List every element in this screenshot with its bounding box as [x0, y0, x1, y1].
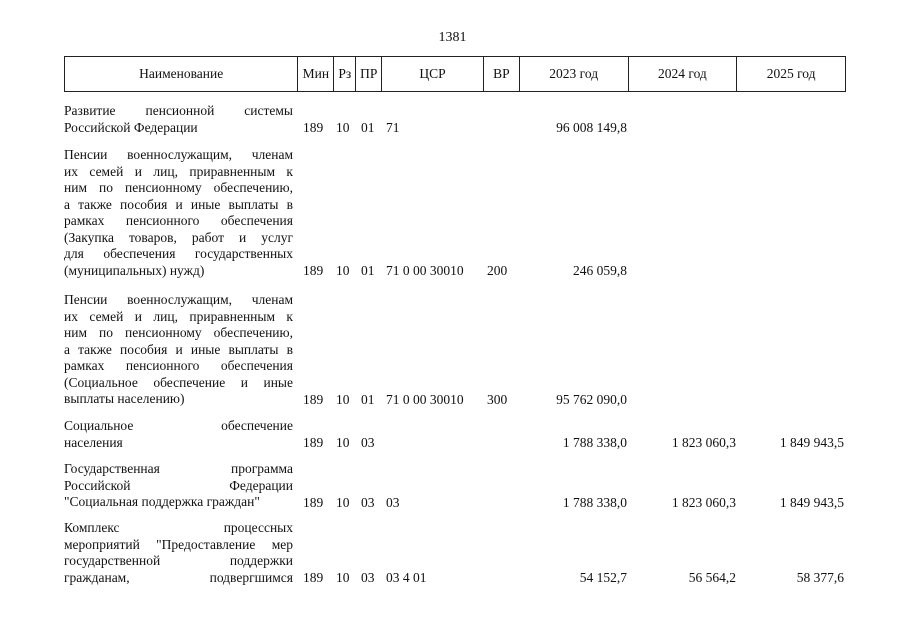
row-name-line: их семей и лиц, приравненным к: [64, 163, 293, 179]
cell-rz: 10: [336, 119, 350, 135]
row-name-line: ним по пенсионному обеспечению,: [64, 325, 293, 340]
row-name-line: (муниципальных) нужд): [64, 262, 205, 278]
cell-csr: 03 4 01: [386, 569, 427, 585]
cell-pr: 01: [361, 262, 375, 278]
row-name-line: населения: [64, 434, 123, 450]
table-row: [64, 418, 846, 451]
row-name-line: рамках пенсионного обеспечения: [64, 358, 293, 373]
cell-csr: 03: [386, 494, 400, 510]
cell-2024: 56 564,2: [688, 569, 736, 585]
row-name-line: "Социальная поддержка граждан": [64, 494, 260, 509]
row-name: [64, 418, 293, 451]
cell-2023: 1 788 338,0: [562, 494, 627, 510]
cell-rz: 10: [336, 391, 350, 407]
row-name-line: выплаты населению): [64, 391, 185, 406]
row-name-line: Российской Федерации: [64, 119, 198, 135]
row-name: [64, 147, 293, 279]
table-row: [64, 461, 846, 511]
cell-vr: 200: [487, 262, 508, 278]
row-name-line: Российской Федерации: [64, 477, 293, 493]
row-name-line: Пенсии военнослужащим, членам: [64, 147, 293, 162]
table-row: [64, 292, 846, 408]
header-rz: Рз: [333, 57, 355, 91]
cell-2024: 1 823 060,3: [671, 494, 736, 510]
cell-pr: 03: [361, 434, 375, 450]
cell-2024: 1 823 060,3: [671, 434, 736, 450]
cell-2023: 95 762 090,0: [556, 391, 627, 407]
row-name-line: государственной поддержки: [64, 553, 293, 568]
cell-min: 189: [303, 434, 324, 450]
cell-pr: 01: [361, 119, 375, 135]
row-name-line: Социальное обеспечение: [64, 418, 293, 433]
row-name: [64, 520, 293, 586]
table-row: [64, 147, 846, 279]
row-name-line: рамках пенсионного обеспечения: [64, 213, 293, 228]
header-2023: 2023 год: [519, 57, 628, 91]
row-name: [64, 292, 293, 408]
cell-csr: 71: [386, 119, 400, 135]
header-vr: ВР: [483, 57, 519, 91]
row-name-line: Развитие пенсионной системы: [64, 103, 293, 118]
cell-csr: 71 0 00 30010: [386, 262, 464, 278]
row-name-line: для обеспечения государственных: [64, 246, 293, 261]
table-row: [64, 520, 846, 586]
header-2024: 2024 год: [628, 57, 737, 91]
header-pr: ПР: [355, 57, 381, 91]
cell-2023: 96 008 149,8: [556, 119, 627, 135]
cell-2023: 1 788 338,0: [562, 434, 627, 450]
row-name-line: (Социальное обеспечение и иные: [64, 374, 293, 390]
cell-rz: 10: [336, 434, 350, 450]
cell-2025: 58 377,6: [796, 569, 844, 585]
cell-pr: 03: [361, 494, 375, 510]
cell-pr: 01: [361, 391, 375, 407]
page-number: 1381: [438, 30, 467, 45]
row-name-line: ним по пенсионному обеспечению,: [64, 180, 293, 195]
cell-csr: 71 0 00 30010: [386, 391, 464, 407]
header-2025: 2025 год: [736, 57, 845, 91]
header-name: Наименование: [139, 66, 224, 81]
row-name-line: (Закупка товаров, работ и услуг: [64, 229, 293, 245]
row-name-line: их семей и лиц, приравненным к: [64, 308, 293, 324]
cell-2023: 54 152,7: [579, 569, 627, 585]
cell-rz: 10: [336, 569, 350, 585]
row-name-line: Пенсии военнослужащим, членам: [64, 292, 293, 307]
cell-min: 189: [303, 262, 324, 278]
row-name-line: Государственная программа: [64, 461, 293, 476]
header-csr: ЦСР: [381, 57, 483, 91]
row-name-line: а также пособия и иные выплаты в: [64, 341, 293, 357]
cell-min: 189: [303, 391, 324, 407]
row-name-line: а также пособия и иные выплаты в: [64, 196, 293, 212]
cell-min: 189: [303, 494, 324, 510]
table-header: [64, 56, 846, 92]
cell-min: 189: [303, 119, 324, 135]
table-row: [64, 103, 846, 136]
cell-2025: 1 849 943,5: [779, 434, 844, 450]
cell-rz: 10: [336, 494, 350, 510]
row-name-line: гражданам, подвергшимся: [64, 569, 293, 585]
row-name: [64, 103, 293, 136]
header-min: Мин: [297, 57, 333, 91]
row-name-line: мероприятий "Предоставление мер: [64, 536, 293, 552]
cell-2023: 246 059,8: [573, 262, 627, 278]
cell-2025: 1 849 943,5: [779, 494, 844, 510]
cell-vr: 300: [487, 391, 508, 407]
cell-pr: 03: [361, 569, 375, 585]
row-name: [64, 461, 293, 511]
cell-min: 189: [303, 569, 324, 585]
row-name-line: Комплекс процессных: [64, 520, 293, 535]
cell-rz: 10: [336, 262, 350, 278]
